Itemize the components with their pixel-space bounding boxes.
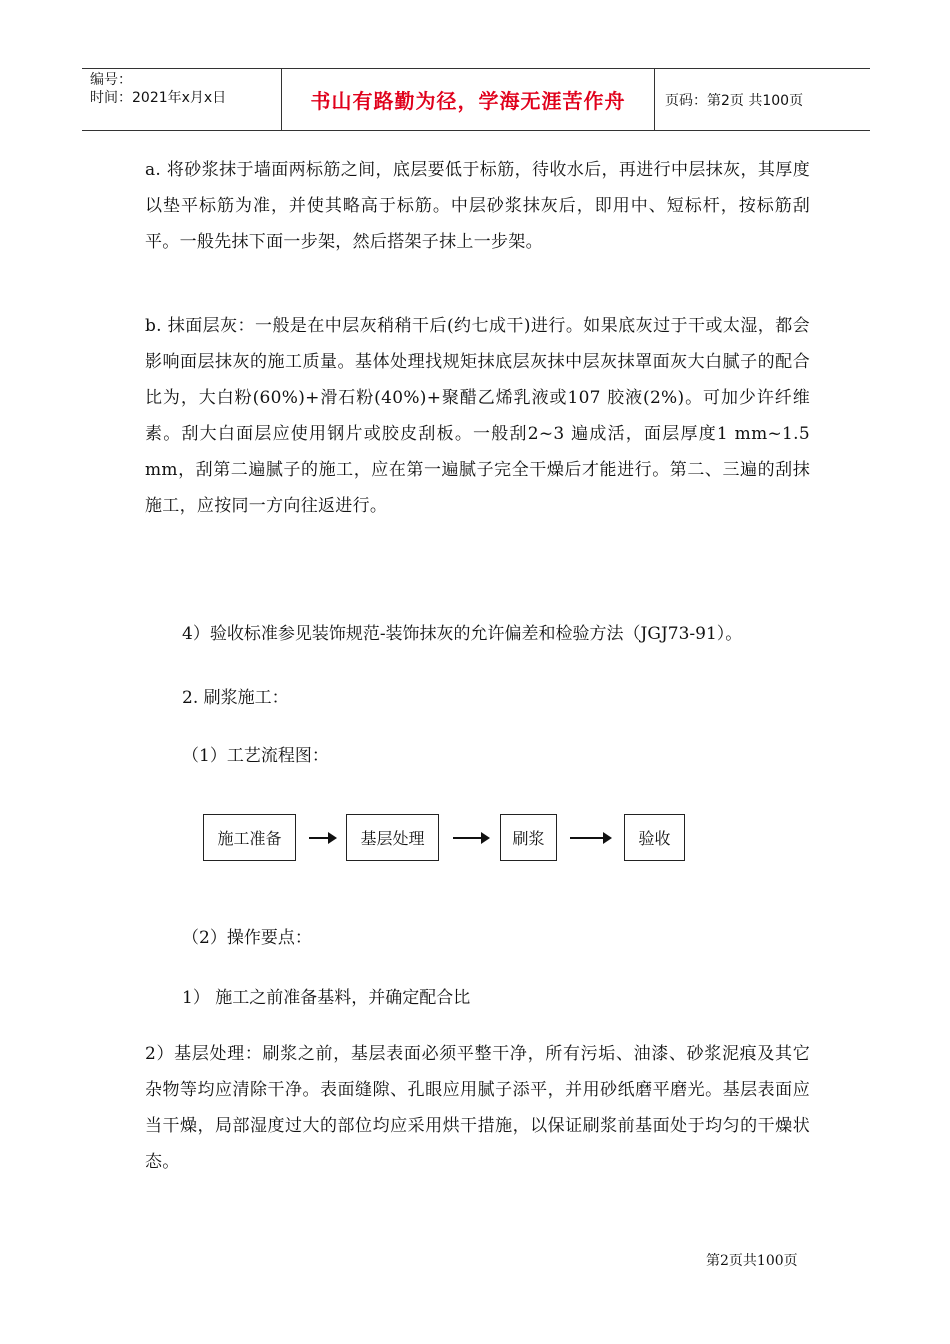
header-motto: 书山有路勤为径，学海无涯苦作舟 <box>310 89 626 113</box>
flow-step-base-treatment: 基层处理 <box>346 814 439 861</box>
ops-title: （2）操作要点： <box>182 928 312 948</box>
op-2: 2）基层处理：刷浆之前，基层表面必须平整干净，所有污垢、油漆、砂浆泥痕及其它杂物等均应清除干净。表面缝隙、孔眼应用腻子添平，并用砂纸磨平磨光。基层表面应当干燥，局部湿度过大的部位均应采用烘干措施，以保证刷浆前基面处于均匀的干燥状态。 <box>145 1044 810 1172</box>
time-label: 时间：2021年x月x日 <box>90 90 227 106</box>
paragraph-b: b. 抹面层灰：一般是在中层灰稍稍干后(约七成干)进行。如果底灰过于干或太湿，都会影响面层抹灰的施工质量。基体处理找规矩抹底层灰抹中层灰抹罩面灰大白腻子的配合比为，大白粉(60%)+滑石粉(40%)+聚醋乙烯乳液或107 胶液(2%)。可加少许纤维素。刮大白面层应使用钢片或胶皮刮板。一般刮2~3 遍成活，面层厚度1 mm~1.5 mm，刮第二遍腻子的施工，应在第一遍腻子完全干燥后才能进行。第二、三遍的刮抹施工，应按同一方向往返进行。 <box>145 316 810 516</box>
flow-step-acceptance: 验收 <box>624 814 685 861</box>
flow-step-brush: 刷浆 <box>500 814 557 861</box>
flow-arrow-icon <box>309 837 335 839</box>
header-meta <box>82 69 282 130</box>
section-2-heading: 2. 刷浆施工： <box>182 688 289 708</box>
flow-arrow-icon <box>570 837 610 839</box>
header-table <box>82 68 870 131</box>
op-1: 1） 施工之前准备基料，并确定配合比 <box>182 988 471 1008</box>
flow-step-prepare: 施工准备 <box>203 814 296 861</box>
item-4: 4）验收标准参见装饰规范-装饰抹灰的允许偏差和检验方法（JGJ73-91）。 <box>182 624 743 644</box>
number-label: 编号： <box>90 72 132 88</box>
paragraph-a: a. 将砂浆抹于墙面两标筋之间，底层要低于标筋，待收水后，再进行中层抹灰，其厚度以垫平标筋为准，并使其略高于标筋。中层砂浆抹灰后，即用中、短标杆，按标筋刮平。一般先抹下面一步架，然后搭架子抹上一步架。 <box>145 160 810 252</box>
flow-arrow-icon <box>453 837 488 839</box>
header-motto-cell <box>282 69 655 130</box>
flow-title: （1）工艺流程图： <box>182 746 329 766</box>
header-page-info: 页码：第2页 共100页 <box>665 92 804 109</box>
page-footer: 第2页共100页 <box>706 1253 798 1269</box>
